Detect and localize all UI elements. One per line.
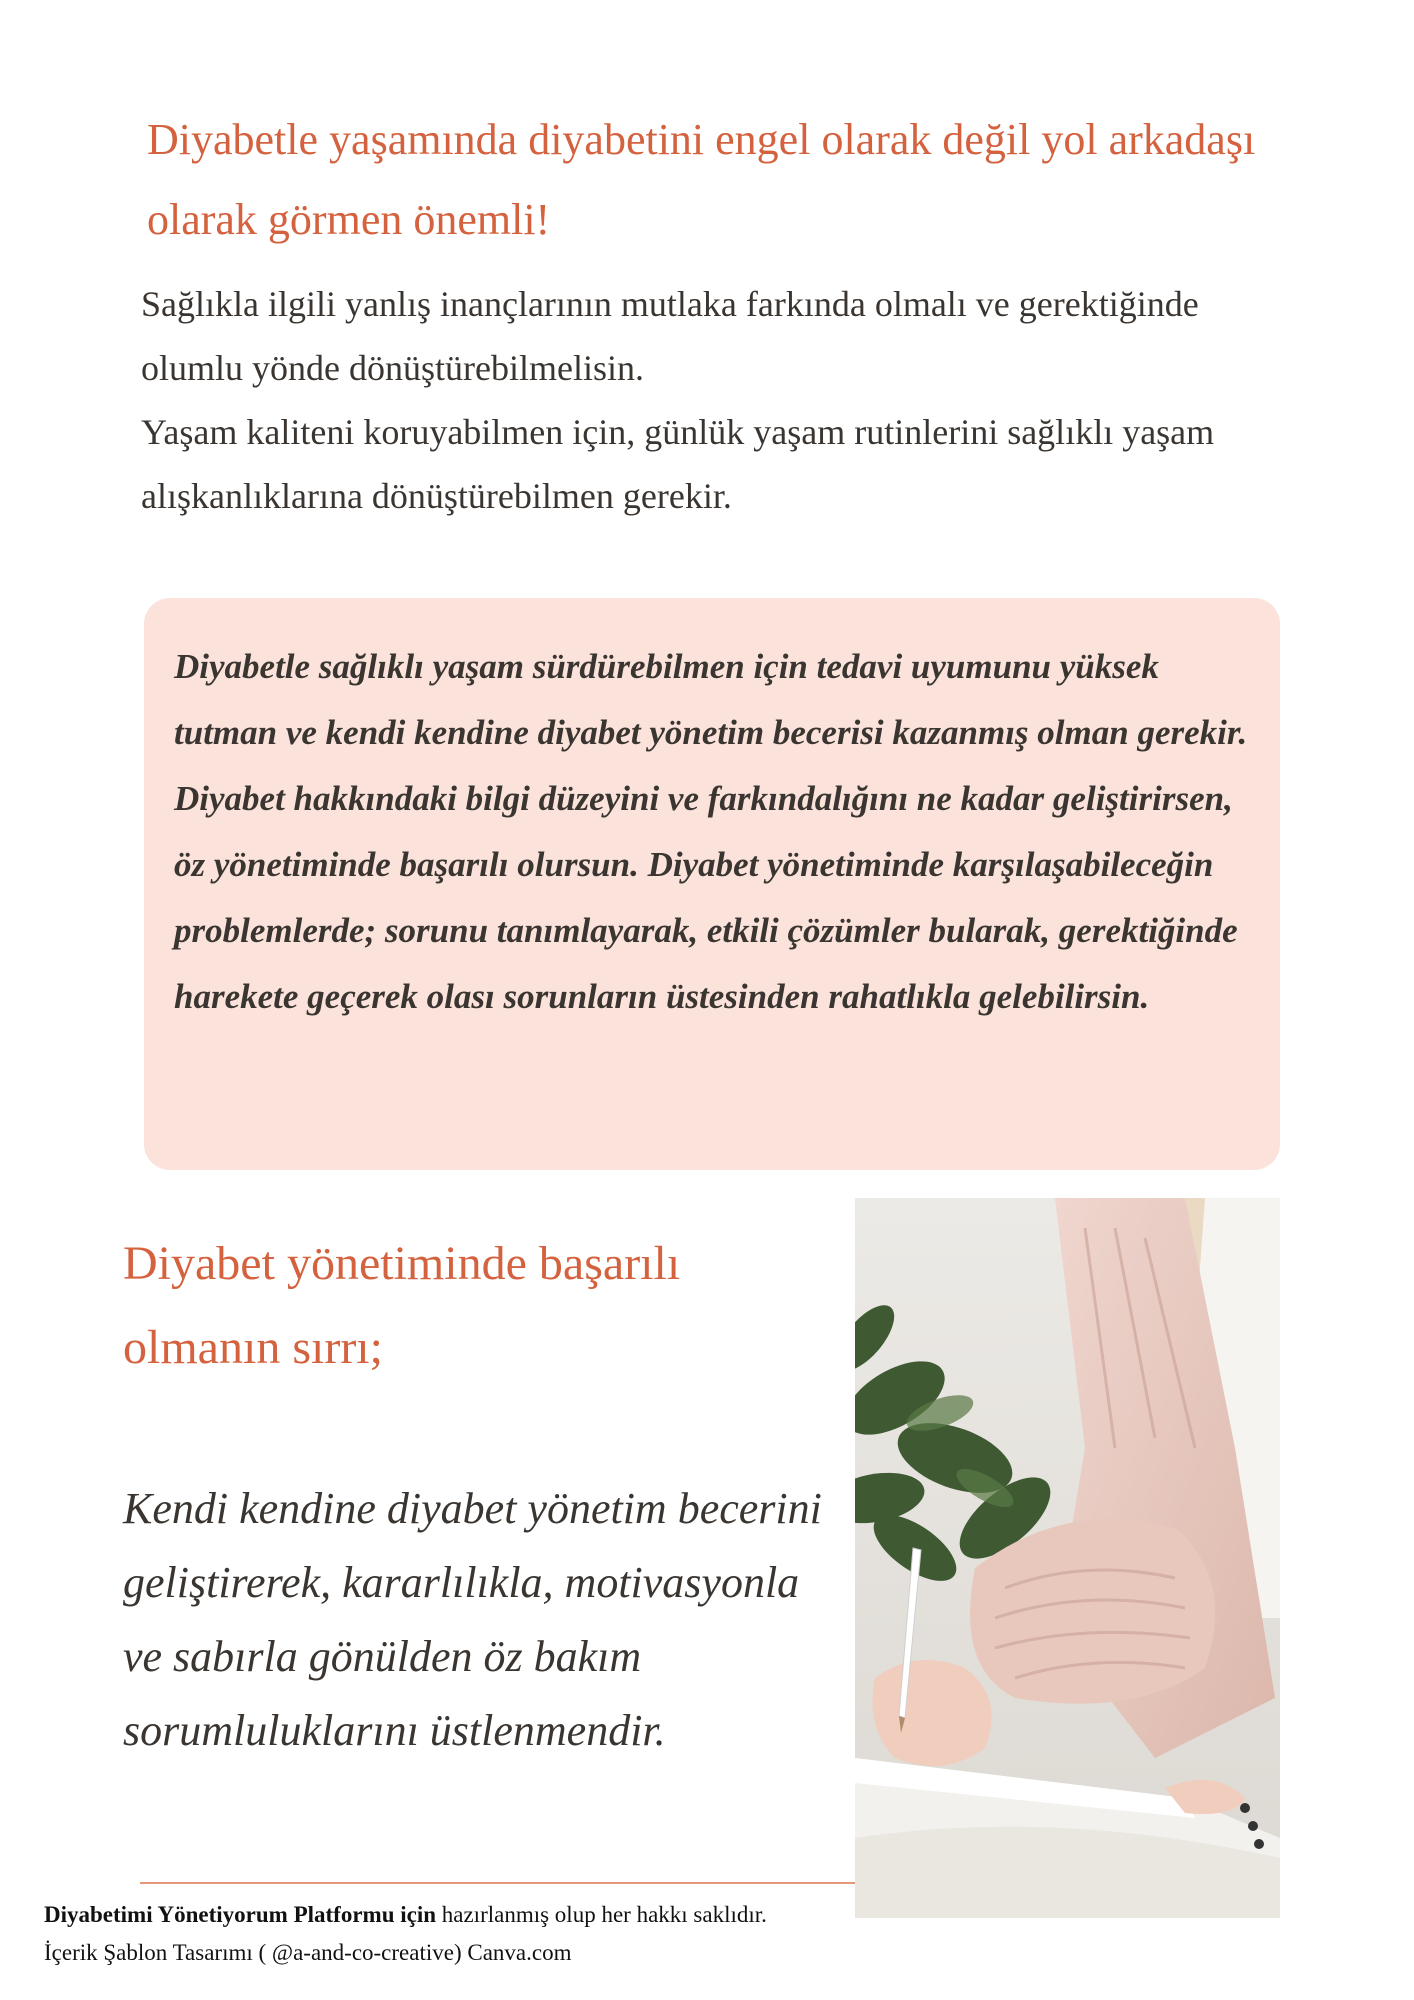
secret-body: Kendi kendine diyabet yönetim becerini geliştirerek, kararlılıkla, motivasyonla ve sabırla gönülden öz bakım sorumluluklarını üstlenmendir. <box>123 1484 822 1755</box>
page-heading: Diyabetle yaşamında diyabetini engel olarak değil yol arkadaşı olarak görmen önemli! <box>147 115 1256 244</box>
writing-photo <box>855 1198 1280 1918</box>
footer-line-2: İçerik Şablon Tasarımı ( @a-and-co-creative) Canva.com <box>44 1940 572 1965</box>
secret-title: Diyabet yönetiminde başarılı olmanın sırrı; <box>123 1237 681 1374</box>
footer-line-1 <box>44 1896 1344 1934</box>
callout-box <box>144 598 1280 1170</box>
callout-text: Diyabetle sağlıklı yaşam sürdürebilmen için tedavi uyumunu yüksek tutman ve kendi kendine diyabet yönetim becerisi kazanmış olman gerekir. Diyabet hakkındaki bilgi düzeyini ve farkındalığını ne kadar geliştirirsen, öz yönetiminde başarılı olursun. Diyabet yönetiminde karşılaşabileceğin problemlerde; sorunu tanımlayarak, etkili çözümler bularak, gerektiğinde harekete geçerek olası sorunların üstesinden rahatlıkla gelebilirsin. <box>174 647 1248 1016</box>
intro-paragraph-1: Sağlıkla ilgili yanlış inançlarının mutlaka farkında olmalı ve gerektiğinde olumlu yönde dönüştürebilmelisin. <box>141 284 1199 388</box>
intro-paragraph-2: Yaşam kaliteni koruyabilmen için, günlük yaşam rutinlerini sağlıklı yaşam alışkanlıklarına dönüştürebilmen gerekir. <box>141 412 1215 516</box>
footer-rights-text: hazırlanmış olup her hakkı saklıdır. <box>436 1902 767 1927</box>
intro-text <box>141 272 1291 528</box>
footer <box>44 1896 1344 1972</box>
footer-divider <box>140 1882 855 1884</box>
footer-platform-name: Diyabetimi Yönetiyorum Platformu için <box>44 1902 437 1927</box>
